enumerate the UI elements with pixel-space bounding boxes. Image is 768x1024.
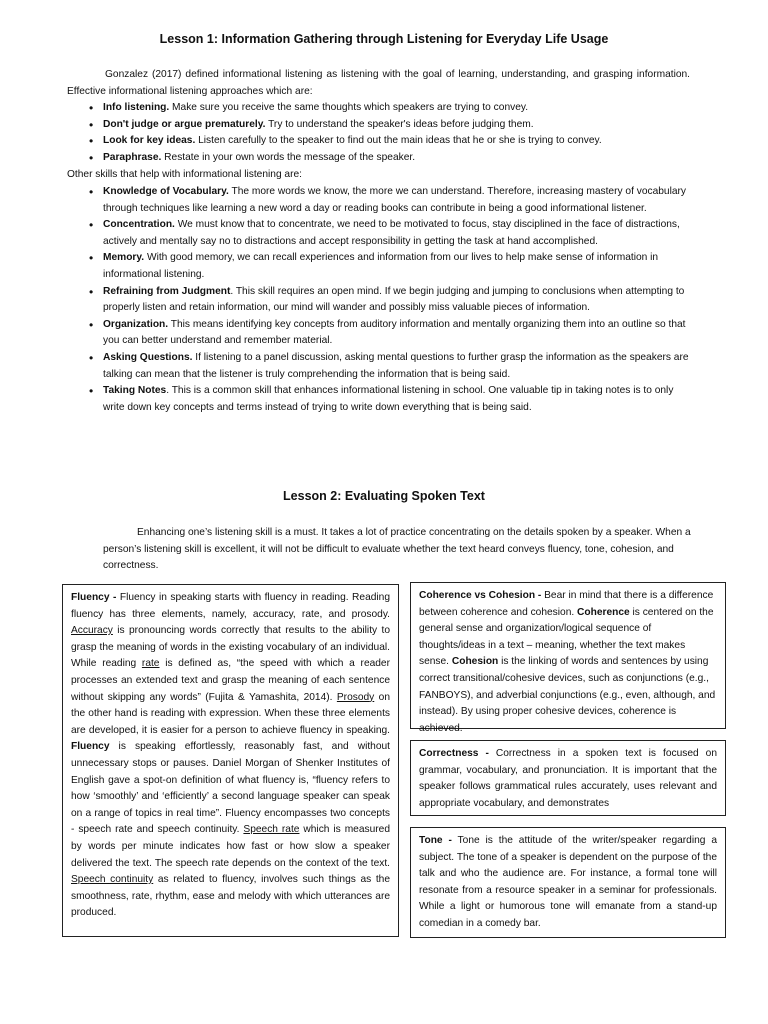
list-item-text: . This skill requires an open mind. If we begin judging and jumping to conclusions when attempting to properly listen and retain information, our mind will wander and possibly miss valuable pieces of information. <box>103 285 685 314</box>
list-item <box>103 383 693 416</box>
coherence-cohesion-box <box>410 582 726 734</box>
list-item-term: Don't judge or argue prematurely. <box>103 118 266 130</box>
correctness-box <box>410 740 726 816</box>
fluency-box <box>62 584 399 937</box>
fluency-text <box>71 590 390 922</box>
bold-term: Tone - <box>419 835 452 846</box>
list-item-text: Make sure you receive the same thoughts which speakers are trying to convey. <box>169 102 529 113</box>
text-run: is centered on the general sense and organization/logical sequence of thoughts/ideas in a text – meaning, whether the text makes sense. <box>419 606 714 668</box>
underlined-term: Speech rate <box>243 824 300 836</box>
list-item <box>103 184 693 217</box>
text-run: Bear in mind that there is a difference between coherence and cohesion. <box>419 590 714 618</box>
list-item-text: We must know that to concentrate, we need to be motivated to focus, stay disciplined in the face of distractions, actively and mentally say no to distractions and accept responsibility in getting the task at hand accomplished. <box>103 219 680 247</box>
text-run: is defined as, “the speed with which a reader processes an extended text and grasp the meaning of each sentence without skipping any words” (Fujita & Yamashita, 2014). <box>71 658 390 703</box>
list-item-term: Knowledge of Vocabulary. <box>103 186 229 197</box>
list-item <box>103 117 693 134</box>
list-item-term: Memory. <box>103 252 145 264</box>
bold-term: Coherence <box>577 606 630 618</box>
bold-term: Fluency <box>71 741 110 753</box>
list-item <box>103 350 693 383</box>
list-item-text: With good memory, we can recall experiences and information from our lives to help make sense of information in informational listening. <box>103 252 659 280</box>
lesson2-intro: Enhancing one’s listening skill is a must. It takes a lot of practice concentrating on the details spoken by a speaker. When a person’s listening skill is excellent, it will not be difficult to evaluate whether the text heard conveys fluency, tone, cohesion, and correctness. <box>103 527 691 572</box>
text-run: which is measured by words per minute indicates how fast or how slow a speaker delivered the text. The speech rate depends on the context of the text. <box>71 824 390 869</box>
list-item-term: Look for key ideas. <box>103 135 196 147</box>
list-item-text: This means identifying key concepts from auditory information and mentally organizing them into an outline so that you can better understand and remember material. <box>103 318 686 347</box>
lesson2-title: Lesson 2: Evaluating Spoken Text <box>283 489 485 503</box>
approaches-list <box>103 100 693 166</box>
list-item-text: Restate in your own words the message of the speaker. <box>161 151 416 163</box>
text-run: is speaking effortlessly, reasonably fast, and without unnecessary stops or pauses. Daniel Morgan of Shenker Institutes of English gave a spot-on definition of what fluency is, “fluency refers to how ‘smoothly’ and ‘efficiently’ a second language speaker can speak on a range of topics in real time”. Fluency encompasses two concepts - speech rate and speech continuity. <box>71 741 390 836</box>
text-run: as related to fluency, involves such things as the smoothness, rate, rhythm, ease and melody with which utterances are produced. <box>71 874 390 919</box>
list-item-term: Organization. <box>103 318 169 330</box>
coherence-text <box>419 588 717 737</box>
list-item <box>103 250 693 283</box>
underlined-term: rate <box>141 658 160 670</box>
list-item <box>103 217 693 250</box>
underlined-term: Accuracy <box>71 625 113 637</box>
list-item-term: Info listening. <box>103 102 170 113</box>
text-run: is the linking of words and sentences by using correct transitional/cohesive devices, such as conjunctions (e.g., FANBOYS), and adverbial conjunctions (e.g., even, although, and instead). By using proper cohesive devices, coherence is achieved. <box>419 656 716 734</box>
lesson1-title: Lesson 1: Information Gathering through Listening for Everyday Life Usage <box>159 32 609 46</box>
list-item-term: Asking Questions. <box>103 351 193 363</box>
list-item-text: . This is a common skill that enhances informational listening in school. One valuable tip in taking notes is to only write down key concepts and terms instead of trying to write down everything that is being said. <box>103 385 674 413</box>
list-item-text: The more words we know, the more we can understand. Therefore, increasing mastery of vocabulary through techniques like learning a new word a day or reading books can contribute in being a good informational listener. <box>103 186 687 214</box>
list-item <box>103 100 693 117</box>
bold-term: Fluency - <box>71 592 117 603</box>
list-item <box>103 150 693 167</box>
list-item <box>103 133 693 150</box>
underlined-term: Speech continuity <box>71 874 154 886</box>
list-item-text: Try to understand the speaker's ideas before judging them. <box>265 118 534 130</box>
list-item-term: Concentration. <box>103 219 175 231</box>
list-item <box>103 284 693 317</box>
list-item-term: Refraining from Judgment <box>103 285 231 297</box>
list-item-term: Paraphrase. <box>103 151 162 163</box>
bold-term: Correctness - <box>419 748 489 759</box>
text-run: Fluency in speaking starts with fluency in reading. Reading fluency has three elements, namely, accuracy, rate, and prosody. <box>71 592 390 620</box>
list-item <box>103 317 693 350</box>
list-item-term: Taking Notes <box>103 385 167 397</box>
list-item-text: If listening to a panel discussion, asking mental questions to further grasp the information as the speakers are talking can mean that the listener is truly comprehending the information that is being said. <box>103 351 689 380</box>
text-run: Tone is the attitude of the writer/speaker regarding a subject. The tone of a speaker is dependent on the purpose of the talk and who the audience are. For instance, a formal tone will resonate from a resource speaker in a seminar for professionals. While a light or humorous tone will emanate from a stand-up comedian in a comedy bar. <box>419 835 717 929</box>
other-skills-intro: Other skills that help with informational listening are: <box>67 169 302 180</box>
tone-box <box>410 827 726 938</box>
text-run: on the other hand is reading with expression. When these three elements are developed, it is easier for a person to achieve fluency in speaking. <box>71 691 390 736</box>
underlined-term: Prosody <box>336 691 375 703</box>
tone-text <box>419 833 717 933</box>
list-item-text: Listen carefully to the speaker to find out the main ideas that he or she is trying to convey. <box>195 135 602 147</box>
skills-list <box>103 184 693 416</box>
bold-term: Cohesion <box>451 656 499 668</box>
text-run: is pronouncing words correctly that results to the ability to grasp the meaning of words in the existing vocabulary of an individual. While reading <box>71 625 390 670</box>
bold-term: Coherence vs Cohesion - <box>419 590 542 601</box>
text-run: Correctness in a spoken text is focused on grammar, vocabulary, and pronunciation. It is important that the speaker follows grammatical rules accurately, uses relevant and appropriate vocabulary, and demonstrates <box>419 748 718 809</box>
correctness-text <box>419 746 717 812</box>
lesson1-intro: Gonzalez (2017) defined informational listening as listening with the goal of learning, understanding, and grasping information. Effective informational listening approaches which are: <box>67 69 690 97</box>
